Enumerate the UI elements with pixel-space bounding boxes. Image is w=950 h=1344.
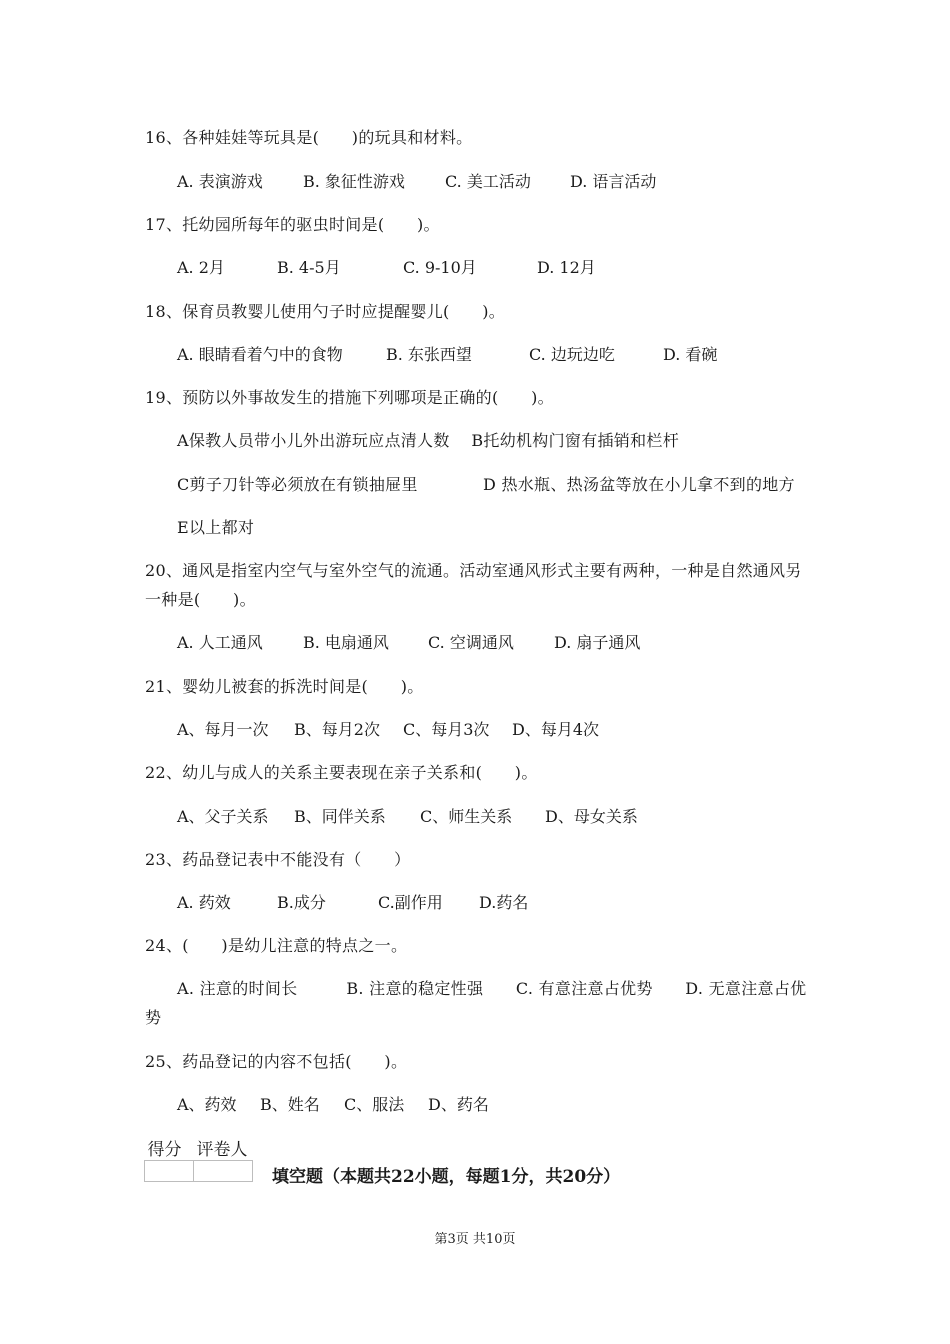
- option-c: C. 美工活动: [445, 172, 531, 191]
- option-a: A. 人工通风: [177, 633, 263, 652]
- question-22: 22、幼儿与成人的关系主要表现在亲子关系和( )。: [145, 763, 538, 782]
- option-c: C. 空调通风: [428, 633, 514, 652]
- option-d: D、母女关系: [545, 807, 638, 826]
- option-d: D、药名: [428, 1095, 489, 1114]
- option-b: B、姓名: [260, 1095, 320, 1114]
- option-b: B、同伴关系: [294, 807, 386, 826]
- question-25: 25、药品登记的内容不包括( )。: [145, 1052, 408, 1071]
- score-box: [144, 1135, 253, 1182]
- question-23: 23、药品登记表中不能没有（ ）: [145, 850, 411, 869]
- options-24: A. 注意的时间长 B. 注意的稳定性强 C. 有意注意占优势 D. 无意注意占优势: [145, 979, 807, 1027]
- option-c: C、服法: [344, 1095, 405, 1114]
- question-17: 17、托幼园所每年的驱虫时间是( )。: [145, 215, 440, 234]
- option-d: D. 12月: [537, 258, 596, 277]
- option-a: A. 表演游戏: [177, 172, 263, 191]
- option-d: D. 扇子通风: [554, 633, 641, 652]
- option-b: B. 东张西望: [386, 345, 472, 364]
- option-a: A、每月一次: [177, 720, 269, 739]
- option-d: D. 语言活动: [570, 172, 657, 191]
- option-d: D.药名: [479, 893, 529, 912]
- option-line-3: E以上都对: [177, 518, 255, 537]
- option-a: A. 2月: [177, 258, 225, 277]
- section-title: 填空题（本题共22小题，每题1分，共20分）: [272, 1167, 621, 1187]
- option-b: B. 4-5月: [277, 258, 341, 277]
- question-18: 18、保育员教婴儿使用勺子时应提醒婴儿( )。: [145, 302, 506, 321]
- option-c: C. 边玩边吃: [529, 345, 615, 364]
- option-a: A、父子关系: [177, 807, 269, 826]
- page-footer: 第3页 共10页: [434, 1232, 516, 1247]
- question-16: 16、各种娃娃等玩具是( )的玩具和材料。: [145, 128, 473, 147]
- option-d: D、每月4次: [512, 720, 600, 739]
- option-d: D. 看碗: [663, 345, 718, 364]
- option-a: A. 眼睛看着勺中的食物: [177, 345, 343, 364]
- grader-cell: [194, 1161, 253, 1182]
- option-b: B. 电扇通风: [303, 633, 389, 652]
- option-line-1: A保教人员带小儿外出游玩应点清人数 B托幼机构门窗有插销和栏杆: [177, 431, 679, 450]
- option-a: A. 药效: [177, 893, 231, 912]
- option-a: A、药效: [177, 1095, 237, 1114]
- question-24: 24、( )是幼儿注意的特点之一。: [145, 936, 408, 955]
- question-21: 21、婴幼儿被套的拆洗时间是( )。: [145, 677, 424, 696]
- option-c: C、每月3次: [403, 720, 490, 739]
- option-b: B. 象征性游戏: [303, 172, 405, 191]
- option-c: C、师生关系: [420, 807, 513, 826]
- score-cell: [145, 1161, 194, 1182]
- option-b: B.成分: [277, 893, 326, 912]
- grader-label: 评卷人: [194, 1135, 253, 1161]
- option-c: C. 9-10月: [403, 258, 477, 277]
- option-b: B、每月2次: [294, 720, 380, 739]
- question-19: 19、预防以外事故发生的措施下列哪项是正确的( )。: [145, 388, 554, 407]
- question-20: 20、通风是指室内空气与室外空气的流通。活动室通风形式主要有两种，一种是自然通风另一种是( )。: [145, 561, 802, 609]
- score-label: 得分: [145, 1135, 194, 1161]
- option-c: C.副作用: [378, 893, 443, 912]
- option-line-2: C剪子刀针等必须放在有锁抽屉里 D 热水瓶、热汤盆等放在小儿拿不到的地方: [177, 475, 795, 494]
